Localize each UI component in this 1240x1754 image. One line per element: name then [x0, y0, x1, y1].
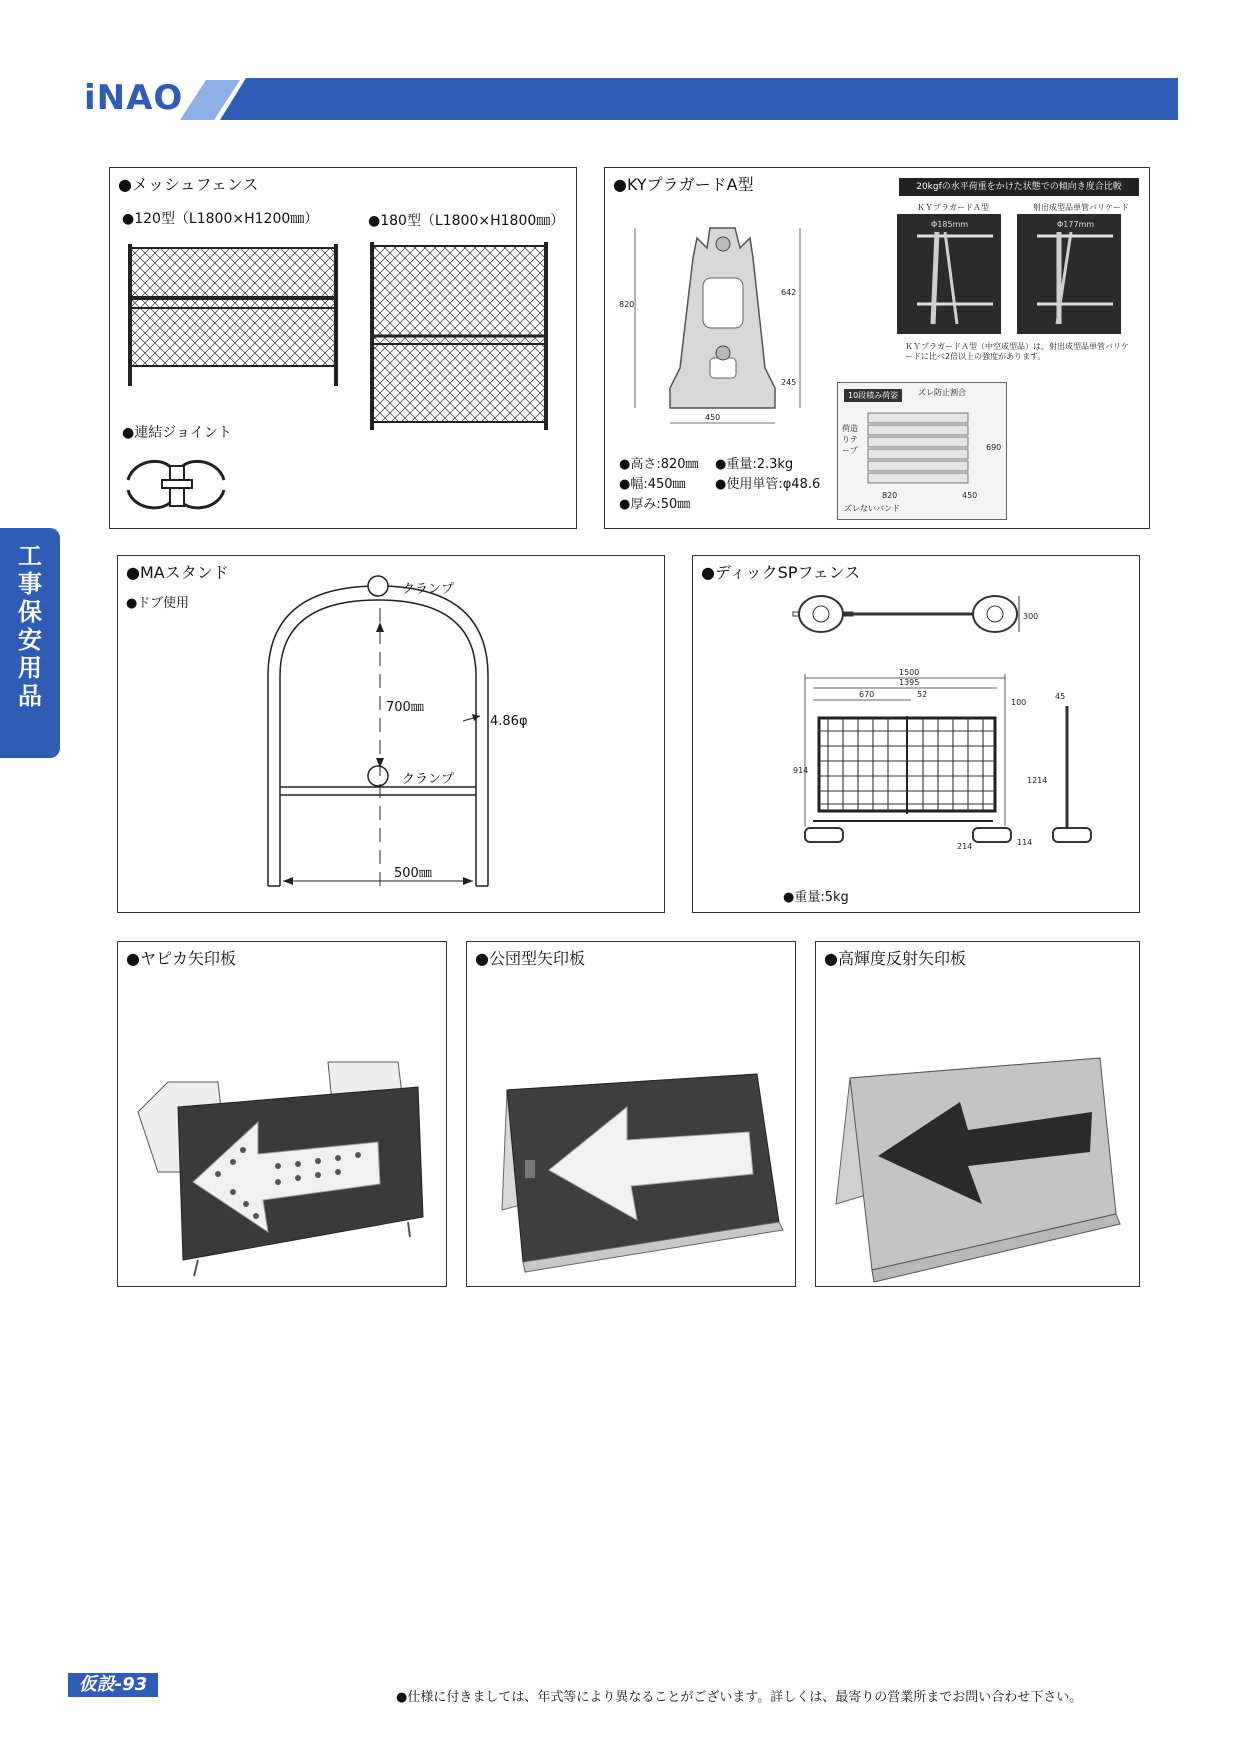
- dick-dim-300: 300: [1023, 612, 1039, 621]
- ky-stack-label-top: ズレ防止割合: [918, 388, 966, 397]
- ky-stack-photo: [837, 382, 1007, 520]
- ky-spec-pipe: ●使用単管:φ48.6: [715, 477, 821, 492]
- ky-spec-height: ●高さ:820㎜: [619, 457, 699, 472]
- arrow-board-kodan-photo: [467, 942, 797, 1288]
- dick-dim-52: 52: [917, 690, 928, 699]
- dick-dim-1500: 1500: [899, 668, 920, 677]
- dick-dim-214: 214: [957, 842, 973, 851]
- mesh-fence-120-drawing: [120, 238, 350, 388]
- dick-fence-drawing: [693, 556, 1141, 914]
- ma-stand-title: ●MAスタンド: [126, 563, 229, 582]
- arrow-board-kodan-title: ●公団型矢印板: [475, 949, 585, 968]
- ma-stand-drawing: [118, 556, 666, 914]
- side-tab-char: 安: [18, 626, 42, 654]
- footer-note: ●仕様に付きましては、年式等により異なることがございます。詳しくは、最寄りの営業所までお問い合わせ下さい。: [396, 1690, 1083, 1705]
- ky-compare-left-label: ＫＹプラガードＡ型: [917, 203, 989, 212]
- ky-compare-right-sketch: [1017, 214, 1121, 334]
- side-tab-char: 工: [18, 542, 42, 570]
- ma-stand-clamp-top: クランプ: [402, 582, 455, 597]
- ky-compare-right-photo: [1017, 214, 1121, 334]
- dick-dim-1214: 1214: [1027, 776, 1048, 785]
- arrow-board-reflective-photo: [816, 942, 1141, 1288]
- ma-stand-clamp-mid: クランプ: [402, 772, 455, 787]
- ky-guard-title: ●KYプラガードA型: [613, 175, 754, 194]
- ky-compare-right-label: 射出成型品単管バリケード: [1033, 203, 1129, 212]
- ma-stand-width: 500㎜: [394, 866, 432, 881]
- ky-stack-d820: 820: [882, 491, 898, 500]
- ky-dim-width: 450: [705, 413, 721, 422]
- side-tab-char: 保: [18, 598, 42, 626]
- side-tab-char: 事: [18, 570, 42, 598]
- arrow-board-kodan-panel: [466, 941, 796, 1287]
- joint-label: ●連結ジョイント: [122, 425, 232, 441]
- ky-stack-heading: 10段積み荷姿: [844, 389, 902, 402]
- mesh-fence-180-label: ●180型（L1800×H1800㎜）: [368, 213, 565, 229]
- arrow-board-yapika-photo: [118, 942, 448, 1288]
- dick-fence-panel: [692, 555, 1140, 913]
- header-bar: [0, 70, 1240, 120]
- arrow-board-reflective-title: ●高輝度反射矢印板: [824, 949, 966, 968]
- ky-compare-right-gap: Φ177mm: [1057, 220, 1095, 229]
- ky-stack-d450: 450: [962, 491, 978, 500]
- ky-guard-drawing: [615, 208, 815, 438]
- ky-spec-thickness: ●厚み:50㎜: [619, 497, 691, 512]
- ky-compare-left-sketch: [897, 214, 1001, 334]
- ky-compare-left-photo: [897, 214, 1001, 334]
- ky-guard-panel: [604, 167, 1150, 529]
- arrow-board-yapika-panel: [117, 941, 447, 1287]
- brand-logo: iNAO: [84, 78, 184, 118]
- dick-dim-100: 100: [1011, 698, 1027, 707]
- page-number-label: 仮設-93: [68, 1673, 158, 1697]
- dick-dim-670: 670: [859, 690, 875, 699]
- ma-stand-pipe: 4.86φ: [490, 714, 528, 729]
- ky-compare-heading: 20kgfの水平荷重をかけた状態での傾向き度合比較: [899, 178, 1139, 196]
- mesh-fence-120-label: ●120型（L1800×H1200㎜）: [122, 211, 319, 227]
- ma-stand-panel: [117, 555, 665, 913]
- joint-drawing: [120, 448, 240, 518]
- header-band: [0, 70, 1240, 120]
- ky-stack-label-left: 荷造りテープ: [842, 424, 858, 455]
- ky-dim-lower: 245: [781, 378, 797, 387]
- arrow-board-reflective-panel: [815, 941, 1140, 1287]
- ky-stack-label-bottom: ズレないバンド: [844, 504, 900, 513]
- ky-dim-upper: 642: [781, 288, 797, 297]
- dick-fence-title: ●ディックSPフェンス: [701, 563, 861, 582]
- ma-stand-sub: ●ドブ使用: [126, 596, 189, 611]
- ky-stack-d690: 690: [986, 443, 1002, 452]
- dick-dim-45: 45: [1055, 692, 1066, 701]
- ky-spec-width: ●幅:450㎜: [619, 477, 686, 492]
- dick-dim-1395: 1395: [899, 678, 920, 687]
- side-tab-char: 用: [18, 654, 42, 682]
- ky-stack-sketch: [838, 383, 1006, 519]
- category-side-tab: [0, 528, 60, 758]
- side-tab-char: 品: [18, 682, 42, 710]
- ky-spec-weight: ●重量:2.3kg: [715, 457, 794, 472]
- dick-fence-weight: ●重量:5kg: [783, 890, 849, 905]
- mesh-fence-panel: [109, 167, 577, 529]
- ky-compare-left-gap: Φ185mm: [931, 220, 969, 229]
- mesh-fence-180-drawing: [365, 238, 555, 438]
- mesh-fence-title: ●メッシュフェンス: [118, 175, 259, 194]
- dick-dim-114: 114: [1017, 838, 1033, 847]
- dick-dim-914: 914: [793, 766, 809, 775]
- ma-stand-height: 700㎜: [386, 700, 424, 715]
- ky-compare-note: ＫＹプラガードＡ型（中空成型品）は、射出成型品単管バリケードに比べ2倍以上の強度があります。: [905, 342, 1129, 361]
- ky-dim-height: 820: [619, 300, 635, 309]
- arrow-board-yapika-title: ●ヤピカ矢印板: [126, 949, 236, 968]
